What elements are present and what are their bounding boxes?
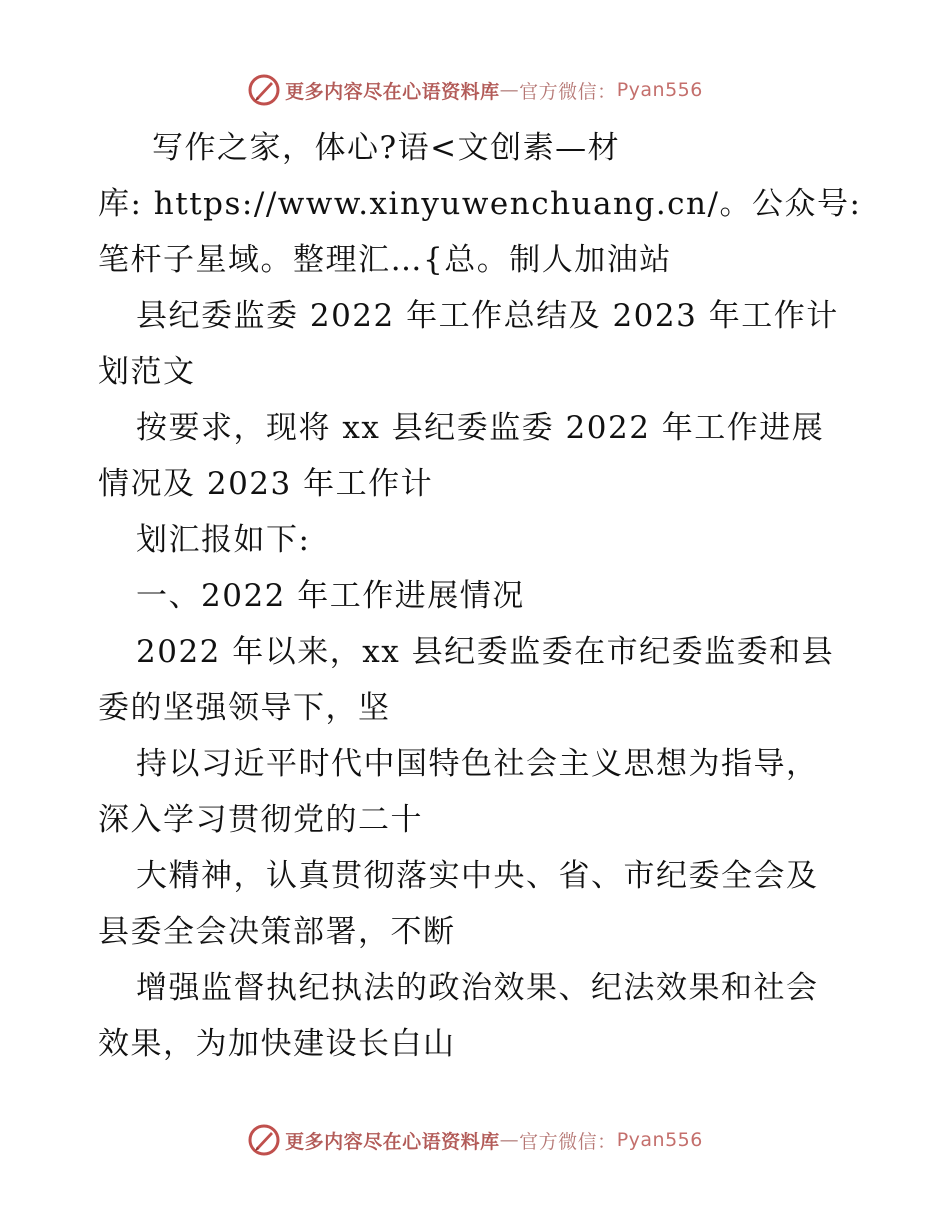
doc-line: 库: https://www.xinyuwenchuang.cn/。公众号: bbox=[98, 186, 862, 222]
banner-wechat-id: Pyan556 bbox=[616, 79, 703, 101]
banner-main-text: 更多内容尽在心语资料库 bbox=[285, 80, 500, 103]
doc-title-line: 县纪委监委 2022 年工作总结及 2023 年工作计 bbox=[136, 298, 839, 334]
banner-separator: — bbox=[499, 1129, 520, 1151]
doc-line: 增强监督执纪执法的政治效果、纪法效果和社会 bbox=[136, 970, 819, 1006]
banner-wechat-id: Pyan556 bbox=[616, 1129, 703, 1151]
doc-line: 委的坚强领导下，坚 bbox=[98, 690, 391, 726]
banner-text bbox=[285, 1127, 703, 1154]
doc-line: 效果，为加快建设长白山 bbox=[98, 1026, 456, 1062]
banner-separator: — bbox=[499, 79, 520, 101]
banner-text bbox=[285, 77, 703, 104]
doc-line: 情况及 2023 年工作计 bbox=[98, 466, 434, 502]
doc-line: 深入学习贯彻党的二十 bbox=[98, 802, 423, 838]
doc-line: 2022 年以来，xx 县纪委监委在市纪委监委和县 bbox=[136, 634, 835, 670]
doc-line: 写作之家，体心?语<文创素—材 bbox=[152, 130, 621, 166]
doc-line: 划汇报如下: bbox=[136, 522, 311, 558]
quill-logo-icon bbox=[247, 73, 281, 107]
doc-title-line: 划范文 bbox=[98, 354, 196, 390]
section-heading: 一、2022 年工作进展情况 bbox=[136, 578, 525, 614]
banner-wechat-label: 官方微信： bbox=[519, 80, 617, 103]
quill-logo-icon bbox=[247, 1123, 281, 1157]
doc-line: 持以习近平时代中国特色社会主义思想为指导， bbox=[136, 746, 819, 782]
doc-line: 笔杆子星域。整理汇…{总。制人加油站 bbox=[98, 242, 672, 278]
footer-banner bbox=[0, 1120, 950, 1160]
header-banner bbox=[0, 70, 950, 110]
doc-line: 县委全会决策部署，不断 bbox=[98, 914, 456, 950]
doc-line: 按要求，现将 xx 县纪委监委 2022 年工作进展 bbox=[136, 410, 825, 446]
doc-line: 大精神，认真贯彻落实中央、省、市纪委全会及 bbox=[136, 858, 819, 894]
banner-main-text: 更多内容尽在心语资料库 bbox=[285, 1130, 500, 1153]
banner-wechat-label: 官方微信： bbox=[519, 1130, 617, 1153]
document-body bbox=[98, 120, 898, 1072]
